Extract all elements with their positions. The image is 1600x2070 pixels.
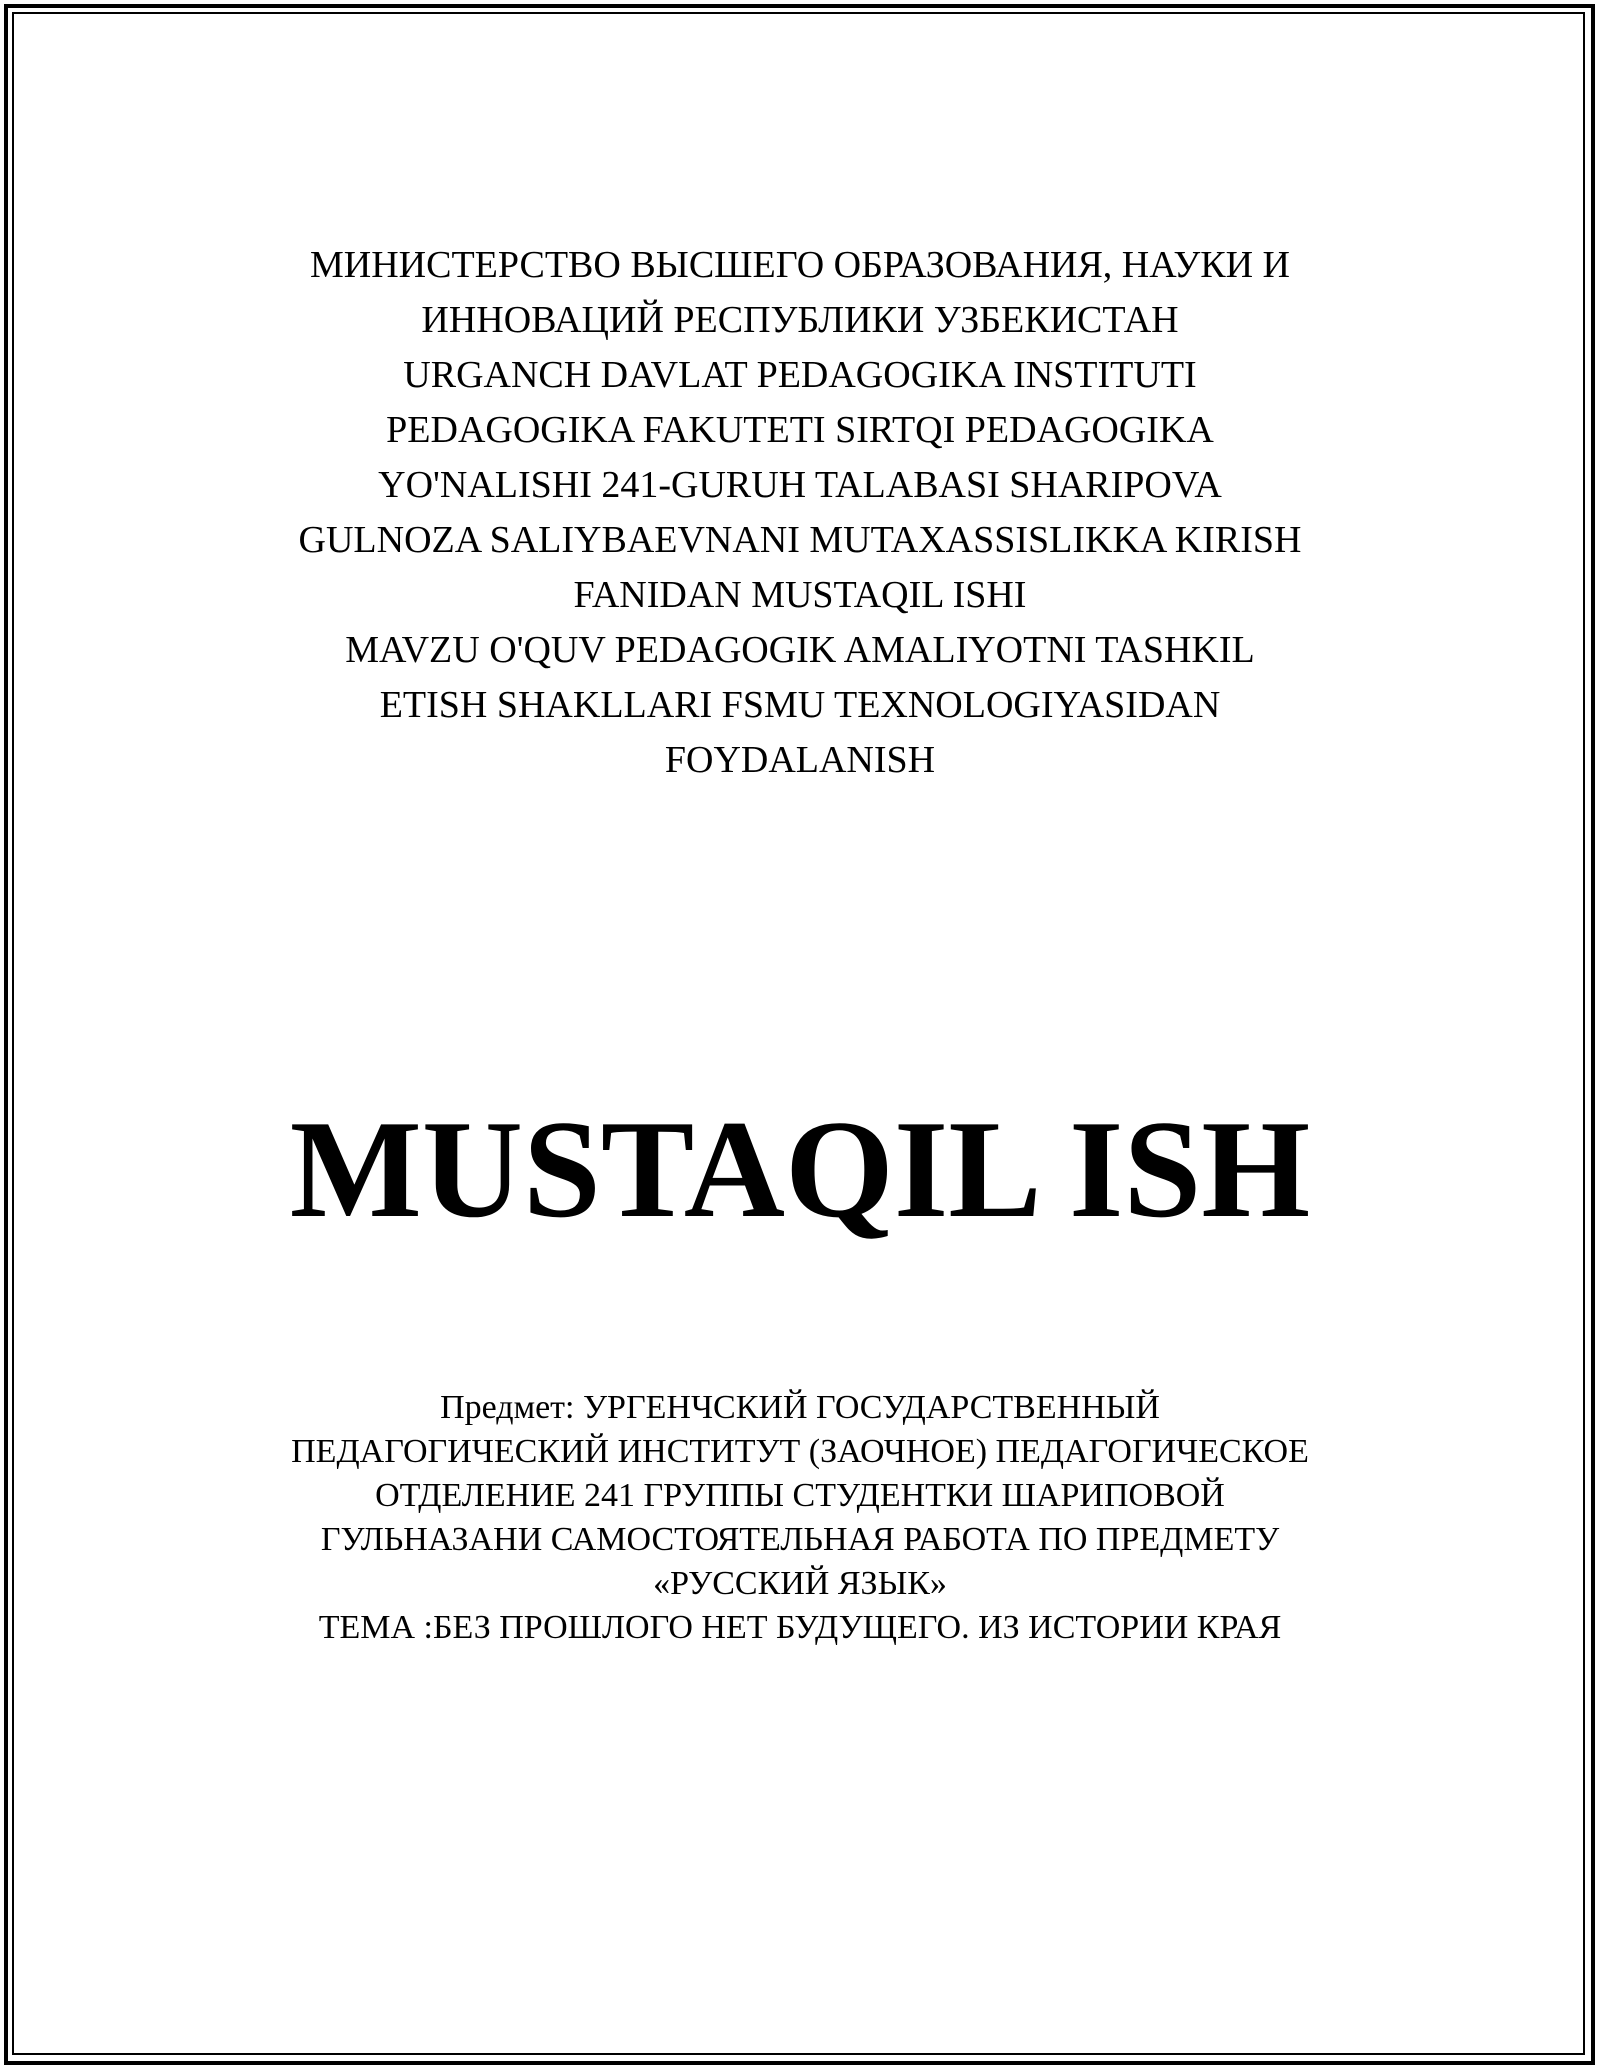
institution-header	[0, 238, 1600, 788]
header-line: MAVZU O'QUV PEDAGOGIK AMALIYOTNI TASHKIL	[345, 629, 1255, 671]
document-title: MUSTAQIL ISH	[289, 1092, 1311, 1247]
header-line: ETISH SHAKLLARI FSMU TEXNOLOGIYASIDAN	[379, 684, 1221, 726]
subject-line: Предмет: УРГЕНЧСКИЙ ГОСУДАРСТВЕННЫЙ	[440, 1389, 1160, 1426]
subject-line: «РУССКИЙ ЯЗЫК»	[653, 1565, 947, 1602]
header-line: ИННОВАЦИЙ РЕСПУБЛИКИ УЗБЕКИСТАН	[421, 299, 1179, 341]
header-line: FOYDALANISH	[664, 739, 936, 781]
header-line: YO'NALISHI 241-GURUH TALABASI SHARIPOVA	[378, 464, 1222, 506]
subject-line: ГУЛЬНАЗАНИ САМОСТОЯТЕЛЬНАЯ РАБОТА ПО ПРЕДМЕТУ	[320, 1521, 1280, 1558]
header-line: FANIDAN MUSTAQIL ISHI	[573, 574, 1027, 616]
header-line: URGANCH DAVLAT PEDAGOGIKA INSTITUTI	[403, 354, 1197, 396]
header-line: PEDAGOGIKA FAKUTETI SIRTQI PEDAGOGIKA	[386, 409, 1214, 451]
subject-line: ТЕМА :БЕЗ ПРОШЛОГО НЕТ БУДУЩЕГО. ИЗ ИСТОРИИ КРАЯ	[318, 1609, 1282, 1646]
subject-block	[0, 1386, 1600, 1650]
subject-line: ОТДЕЛЕНИЕ 241 ГРУППЫ СТУДЕНТКИ ШАРИПОВОЙ	[375, 1477, 1225, 1514]
header-line: МИНИСТЕРСТВО ВЫСШЕГО ОБРАЗОВАНИЯ, НАУКИ И	[310, 244, 1290, 286]
header-line: GULNOZA SALIYBAEVNANI MUTAXASSISLIKKA KIRISH	[298, 519, 1302, 561]
subject-line: ПЕДАГОГИЧЕСКИЙ ИНСТИТУТ (ЗАОЧНОЕ) ПЕДАГОГИЧЕСКОЕ	[291, 1433, 1309, 1470]
